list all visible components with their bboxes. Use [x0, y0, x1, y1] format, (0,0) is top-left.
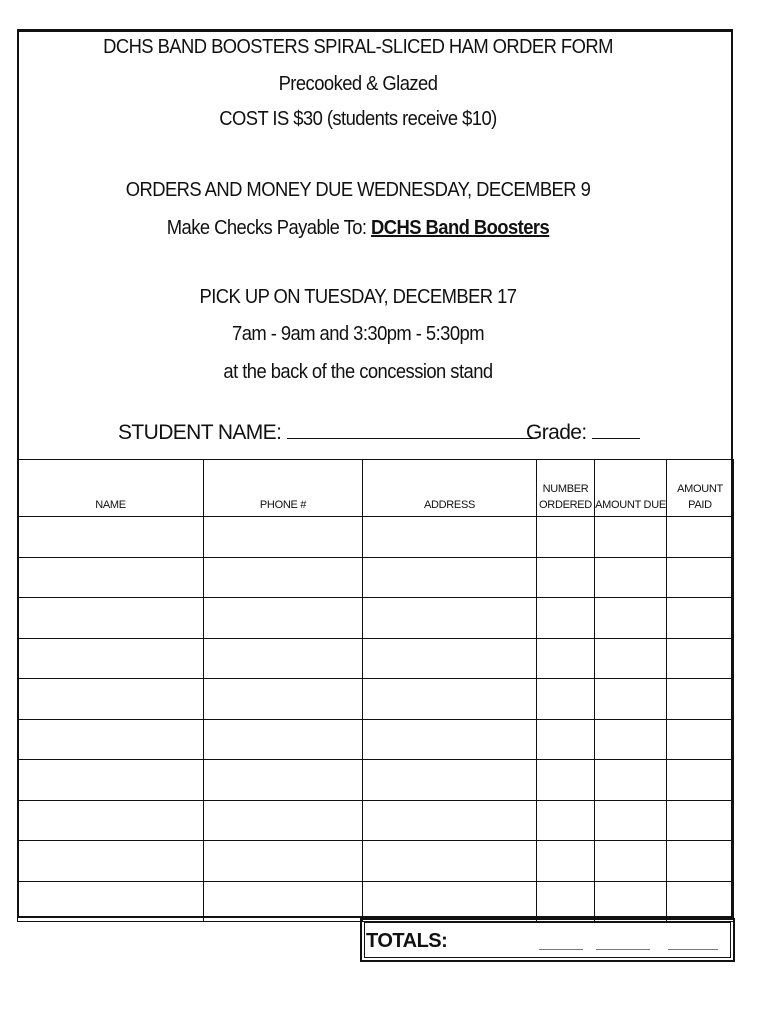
cell-number-ordered[interactable]	[537, 598, 595, 639]
grade-field[interactable]	[592, 420, 640, 439]
cell-phone[interactable]	[204, 679, 363, 720]
cell-amount-due[interactable]	[595, 638, 667, 679]
total-number-ordered-field[interactable]	[539, 949, 583, 950]
totals-box	[360, 918, 735, 962]
payable-prefix: Make Checks Payable To:	[166, 217, 372, 239]
payable-line	[29, 217, 688, 240]
cell-name[interactable]	[18, 679, 204, 720]
cell-number-ordered[interactable]	[537, 719, 595, 760]
cell-name[interactable]	[18, 517, 204, 558]
column-header-phone: PHONE #	[204, 460, 363, 517]
cell-phone[interactable]	[204, 881, 363, 922]
cell-amount-due[interactable]	[595, 719, 667, 760]
column-header-amount-paid: AMOUNT PAID	[667, 460, 734, 517]
table-row	[18, 517, 734, 558]
column-header-amount-due: AMOUNT DUE	[595, 460, 667, 517]
total-amount-paid-field[interactable]	[668, 949, 718, 950]
cell-address[interactable]	[363, 719, 537, 760]
cell-name[interactable]	[18, 557, 204, 598]
cell-amount-paid[interactable]	[667, 679, 734, 720]
cell-phone[interactable]	[204, 800, 363, 841]
pickup-location: at the back of the concession stand	[223, 361, 493, 383]
table-header-row	[18, 460, 734, 517]
form-subtitle: Precooked & Glazed	[278, 73, 438, 95]
cell-number-ordered[interactable]	[537, 760, 595, 801]
total-amount-due-field[interactable]	[596, 949, 650, 950]
cell-address[interactable]	[363, 800, 537, 841]
cell-phone[interactable]	[204, 638, 363, 679]
cell-phone[interactable]	[204, 841, 363, 882]
cell-amount-due[interactable]	[595, 557, 667, 598]
cell-address[interactable]	[363, 598, 537, 639]
cell-amount-paid[interactable]	[667, 598, 734, 639]
cell-address[interactable]	[363, 517, 537, 558]
cell-number-ordered[interactable]	[537, 679, 595, 720]
cell-amount-paid[interactable]	[667, 800, 734, 841]
cell-address[interactable]	[363, 841, 537, 882]
cell-number-ordered[interactable]	[537, 881, 595, 922]
pickup-line: PICK UP ON TUESDAY, DECEMBER 17	[199, 286, 517, 308]
cell-phone[interactable]	[204, 760, 363, 801]
grade-row	[526, 420, 640, 445]
table-row	[18, 557, 734, 598]
table-row	[18, 881, 734, 922]
cell-number-ordered[interactable]	[537, 557, 595, 598]
cell-address[interactable]	[363, 679, 537, 720]
table-row	[18, 638, 734, 679]
cell-phone[interactable]	[204, 598, 363, 639]
cell-amount-due[interactable]	[595, 841, 667, 882]
cell-amount-paid[interactable]	[667, 760, 734, 801]
orders-table	[17, 459, 734, 922]
cell-phone[interactable]	[204, 557, 363, 598]
pickup-hours: 7am - 9am and 3:30pm - 5:30pm	[232, 323, 484, 345]
student-name-row	[118, 420, 533, 445]
cell-number-ordered[interactable]	[537, 517, 595, 558]
table-row	[18, 841, 734, 882]
cell-address[interactable]	[363, 638, 537, 679]
form-title: DCHS BAND BOOSTERS SPIRAL-SLICED HAM ORDER FORM	[103, 36, 613, 58]
table-row	[18, 598, 734, 639]
cell-address[interactable]	[363, 760, 537, 801]
cost-line: COST IS $30 (students receive $10)	[219, 108, 497, 130]
cell-address[interactable]	[363, 881, 537, 922]
cell-name[interactable]	[18, 841, 204, 882]
cell-number-ordered[interactable]	[537, 638, 595, 679]
cell-amount-paid[interactable]	[667, 881, 734, 922]
due-date-line: ORDERS AND MONEY DUE WEDNESDAY, DECEMBER 9	[125, 179, 591, 201]
cell-number-ordered[interactable]	[537, 841, 595, 882]
cell-amount-paid[interactable]	[667, 517, 734, 558]
cell-number-ordered[interactable]	[537, 800, 595, 841]
grade-label: Grade:	[526, 421, 587, 444]
cell-address[interactable]	[363, 557, 537, 598]
table-row	[18, 679, 734, 720]
cell-amount-due[interactable]	[595, 679, 667, 720]
cell-amount-due[interactable]	[595, 800, 667, 841]
column-header-name: NAME	[18, 460, 204, 517]
totals-label: TOTALS:	[366, 930, 448, 952]
cell-amount-paid[interactable]	[667, 719, 734, 760]
cell-phone[interactable]	[204, 517, 363, 558]
cell-name[interactable]	[18, 598, 204, 639]
cell-amount-paid[interactable]	[667, 841, 734, 882]
cell-phone[interactable]	[204, 719, 363, 760]
cell-amount-paid[interactable]	[667, 638, 734, 679]
cell-amount-due[interactable]	[595, 881, 667, 922]
column-header-number-ordered: NUMBER ORDERED	[537, 460, 595, 517]
cell-amount-due[interactable]	[595, 760, 667, 801]
table-row	[18, 800, 734, 841]
cell-name[interactable]	[18, 638, 204, 679]
cell-name[interactable]	[18, 719, 204, 760]
cell-name[interactable]	[18, 760, 204, 801]
cell-name[interactable]	[18, 800, 204, 841]
cell-amount-due[interactable]	[595, 598, 667, 639]
student-name-label: STUDENT NAME:	[118, 421, 282, 444]
payee-name: DCHS Band Boosters	[371, 217, 550, 239]
column-header-address: ADDRESS	[363, 460, 537, 517]
cell-name[interactable]	[18, 881, 204, 922]
table-row	[18, 719, 734, 760]
cell-amount-due[interactable]	[595, 517, 667, 558]
table-row	[18, 760, 734, 801]
student-name-field[interactable]	[287, 420, 533, 439]
cell-amount-paid[interactable]	[667, 557, 734, 598]
